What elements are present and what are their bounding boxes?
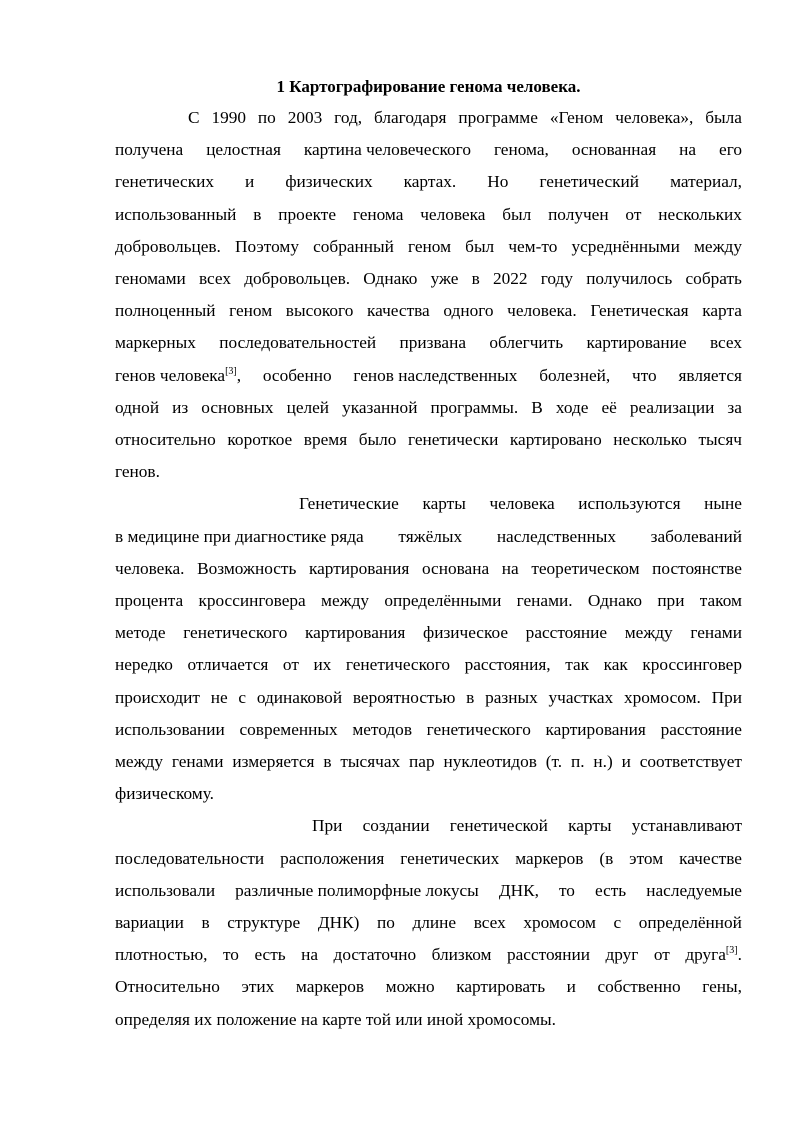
text-line <box>115 1004 742 1036</box>
word: участках <box>548 688 614 707</box>
word: хромосом. <box>623 688 701 707</box>
word: благодаря <box>374 108 447 127</box>
word: использованный <box>115 205 237 224</box>
word: время <box>303 430 348 449</box>
word: последовательностей <box>219 333 377 352</box>
word: друг <box>605 945 639 964</box>
word: получен <box>548 205 609 224</box>
word: постоянстве <box>652 559 742 578</box>
text-line <box>115 553 742 585</box>
word: Генетические <box>299 494 399 513</box>
word: с <box>238 688 247 707</box>
word: генами <box>690 623 742 642</box>
text-line <box>115 360 742 392</box>
word: основных <box>201 398 274 417</box>
word: программе <box>458 108 538 127</box>
text-line <box>115 778 742 810</box>
word: было <box>358 430 397 449</box>
word: всех <box>473 913 506 932</box>
text-line <box>115 939 742 971</box>
word: качестве <box>679 849 742 868</box>
word: физическому. <box>115 784 214 803</box>
word: человека <box>489 494 555 513</box>
word: наследственных <box>496 527 616 546</box>
text-line <box>115 134 742 166</box>
word: за <box>727 398 742 417</box>
word: Возможность <box>197 559 297 578</box>
word: геном <box>229 301 273 320</box>
word: картировать <box>456 977 546 996</box>
text-line <box>115 295 742 327</box>
word: пар <box>409 752 435 771</box>
text-line <box>115 327 742 359</box>
text-line <box>115 875 742 907</box>
word: физическое <box>423 623 509 642</box>
text-line <box>115 166 742 198</box>
word: генетической <box>449 816 548 835</box>
word: между <box>624 623 673 642</box>
text-line <box>115 746 742 778</box>
word: короткое <box>227 430 293 449</box>
word: картирование <box>586 333 687 352</box>
word: от <box>653 945 670 964</box>
word: проекте <box>278 205 337 224</box>
word: определёнными <box>384 591 502 610</box>
word: целостная <box>206 140 281 159</box>
word: человека. <box>507 301 577 320</box>
word: генетического <box>345 655 451 674</box>
word: так <box>565 655 590 674</box>
word: геномами <box>115 269 186 288</box>
word: из <box>172 398 189 417</box>
word: от <box>282 655 299 674</box>
word: генетический <box>539 172 640 191</box>
word: год, <box>334 108 363 127</box>
word: структуре <box>227 913 301 932</box>
word: нуклеотидов <box>443 752 537 771</box>
word: современных <box>239 720 338 739</box>
word: В <box>531 398 543 417</box>
word: программы. <box>430 398 519 417</box>
word: При <box>711 688 742 707</box>
text-line <box>115 971 742 1003</box>
word: что <box>632 366 657 385</box>
word: генов наследственных <box>353 366 518 385</box>
word: реализации <box>629 398 715 417</box>
text-line <box>115 907 742 939</box>
word: заболеваний <box>650 527 742 546</box>
word: расположения <box>280 849 385 868</box>
word: процента <box>115 591 184 610</box>
word: особенно <box>262 366 332 385</box>
word: кроссинговера <box>198 591 306 610</box>
word: является <box>678 366 742 385</box>
word: между <box>115 752 163 771</box>
word: (т. <box>545 752 563 771</box>
word: по <box>377 913 395 932</box>
word: картирования <box>545 720 646 739</box>
text-line <box>299 488 742 520</box>
word: можно <box>385 977 435 996</box>
text-line <box>115 617 742 649</box>
word: При <box>312 816 343 835</box>
word: между <box>694 237 742 256</box>
word: нескольких <box>658 205 742 224</box>
word: призвана <box>399 333 466 352</box>
word: в <box>471 269 480 288</box>
text-line <box>115 263 742 295</box>
word: и <box>621 752 631 771</box>
word: хромосом <box>523 913 596 932</box>
word: усреднёнными <box>571 237 680 256</box>
word: собрать <box>685 269 742 288</box>
word: 1990 <box>211 108 246 127</box>
word: длине <box>412 913 457 932</box>
word: соответствует <box>639 752 742 771</box>
word: генетически <box>407 430 499 449</box>
word: методов <box>352 720 412 739</box>
text-line <box>115 843 742 875</box>
word: тысячах <box>340 752 401 771</box>
word: различные полиморфные локусы <box>235 881 479 900</box>
word: генов. <box>115 462 160 481</box>
word: их <box>313 655 332 674</box>
word: в <box>253 205 262 224</box>
word: ДНК) <box>317 913 360 932</box>
word: картирования <box>309 559 410 578</box>
word: всех <box>198 269 231 288</box>
word: не <box>210 688 228 707</box>
word: одинаковой <box>256 688 343 707</box>
citation-ref: [3] <box>225 366 237 377</box>
word: нередко <box>115 655 173 674</box>
word: была <box>705 108 742 127</box>
word: определяя их положение на карте той или иной хромосомы. <box>115 1010 556 1029</box>
word: был <box>465 237 495 256</box>
word: карты <box>422 494 466 513</box>
word: теоретическом <box>531 559 640 578</box>
word: методе <box>115 623 166 642</box>
word: несколько <box>613 430 687 449</box>
word: его <box>719 140 742 159</box>
word: близком <box>431 945 492 964</box>
word: был <box>502 205 532 224</box>
text-line <box>115 521 742 553</box>
word: использовании <box>115 720 225 739</box>
word: и <box>566 977 576 996</box>
word: в <box>323 752 332 771</box>
word: картирования <box>305 623 406 642</box>
word: карты <box>568 816 612 835</box>
word: чем-то <box>508 237 558 256</box>
word: физических <box>285 172 373 191</box>
text-line <box>115 585 742 617</box>
word: таком <box>699 591 742 610</box>
text-line <box>115 682 742 714</box>
text-line <box>115 456 742 488</box>
word: одной <box>115 398 160 417</box>
word: с <box>613 913 622 932</box>
word: генетического <box>426 720 531 739</box>
word: человека», <box>615 108 694 127</box>
word: отличается <box>187 655 269 674</box>
word: в <box>466 688 475 707</box>
word: устанавливают <box>631 816 742 835</box>
word: облегчить <box>489 333 564 352</box>
word: маркерных <box>115 333 196 352</box>
text-line <box>115 424 742 456</box>
word: в <box>201 913 210 932</box>
word: в медицине при диагностике ряда <box>115 527 364 546</box>
word: уже <box>430 269 459 288</box>
text-line <box>115 392 742 424</box>
word: основана <box>421 559 490 578</box>
word: указанной <box>342 398 418 417</box>
word: (в <box>599 849 614 868</box>
word: на <box>679 140 697 159</box>
word: тяжёлых <box>398 527 463 546</box>
page-title: 1 Картографирование генома человека. <box>276 77 581 96</box>
word: году <box>540 269 573 288</box>
word: её <box>601 398 617 417</box>
word: получилось <box>586 269 673 288</box>
word: генами. <box>516 591 573 610</box>
word: генами <box>171 752 224 771</box>
word: генома <box>352 205 404 224</box>
word: качества <box>367 301 430 320</box>
word: Однако <box>363 269 418 288</box>
word: собранный <box>313 237 394 256</box>
word: расстоянии <box>506 945 590 964</box>
word: тысяч <box>698 430 742 449</box>
word: вариации <box>115 913 184 932</box>
word: и <box>245 172 255 191</box>
word: использовали <box>115 881 216 900</box>
word: то <box>222 945 239 964</box>
word: ходе <box>555 398 589 417</box>
word: добровольцев. <box>244 269 351 288</box>
word: Относительно <box>115 977 220 996</box>
word: картировано <box>509 430 602 449</box>
word: п. <box>570 752 585 771</box>
word: этих <box>241 977 275 996</box>
word: при <box>657 591 685 610</box>
word: как <box>603 655 628 674</box>
word: вероятностью <box>352 688 456 707</box>
word: генов человека[3], <box>115 366 242 385</box>
word: полноценный <box>115 301 216 320</box>
word: генома, <box>493 140 549 159</box>
word: есть <box>594 881 627 900</box>
text-line <box>115 231 742 263</box>
word: материал, <box>670 172 742 191</box>
word: от <box>625 205 642 224</box>
word: происходит <box>115 688 200 707</box>
word: болезней, <box>539 366 611 385</box>
word: высокого <box>285 301 354 320</box>
text-line <box>115 649 742 681</box>
word: картах. <box>403 172 457 191</box>
word: друга[3]. <box>685 945 742 964</box>
word: по <box>257 108 276 127</box>
word: добровольцев. <box>115 237 221 256</box>
word: ныне <box>704 494 742 513</box>
word: получена <box>115 140 184 159</box>
word: карта <box>702 301 742 320</box>
word: основанная <box>571 140 657 159</box>
word: собственно <box>597 977 681 996</box>
word: генетических <box>115 172 214 191</box>
word: расстояния, <box>464 655 551 674</box>
word: Генетическая <box>590 301 689 320</box>
word: Но <box>487 172 509 191</box>
word: маркеров <box>515 849 584 868</box>
word: н.) <box>593 752 613 771</box>
citation-ref: [3] <box>725 945 738 956</box>
text-line <box>115 714 742 746</box>
word: этом <box>629 849 664 868</box>
text-line <box>312 810 742 842</box>
word: последовательности <box>115 849 265 868</box>
word: гены, <box>702 977 742 996</box>
word: «Геном <box>549 108 604 127</box>
word: расстояние <box>660 720 742 739</box>
word: генетического <box>183 623 288 642</box>
word: расстояние <box>525 623 608 642</box>
word: 2003 <box>287 108 323 127</box>
word: Поэтому <box>235 237 299 256</box>
word: между <box>321 591 370 610</box>
word: геном <box>408 237 452 256</box>
word: разных <box>485 688 538 707</box>
text-line <box>115 199 742 231</box>
word: на <box>501 559 519 578</box>
word: 2022 <box>492 269 528 288</box>
word: достаточно <box>333 945 417 964</box>
word: относительно <box>115 430 216 449</box>
word: есть <box>254 945 286 964</box>
word: то <box>558 881 575 900</box>
word: определённой <box>638 913 742 932</box>
word: ДНК, <box>498 881 539 900</box>
word: Однако <box>587 591 643 610</box>
word: генетических <box>400 849 500 868</box>
word: человека. <box>115 559 185 578</box>
word: наследуемые <box>646 881 742 900</box>
word: измеряется <box>232 752 315 771</box>
word: используются <box>578 494 681 513</box>
text-line <box>188 102 742 134</box>
word: на <box>301 945 319 964</box>
word: целей <box>286 398 330 417</box>
word: плотностью, <box>115 945 208 964</box>
word: создании <box>362 816 430 835</box>
word: одного <box>443 301 494 320</box>
word: картина человеческого <box>303 140 471 159</box>
word: С <box>188 108 200 127</box>
word: кроссинговер <box>642 655 742 674</box>
word: человека <box>420 205 486 224</box>
word: маркеров <box>295 977 365 996</box>
word: всех <box>709 333 742 352</box>
